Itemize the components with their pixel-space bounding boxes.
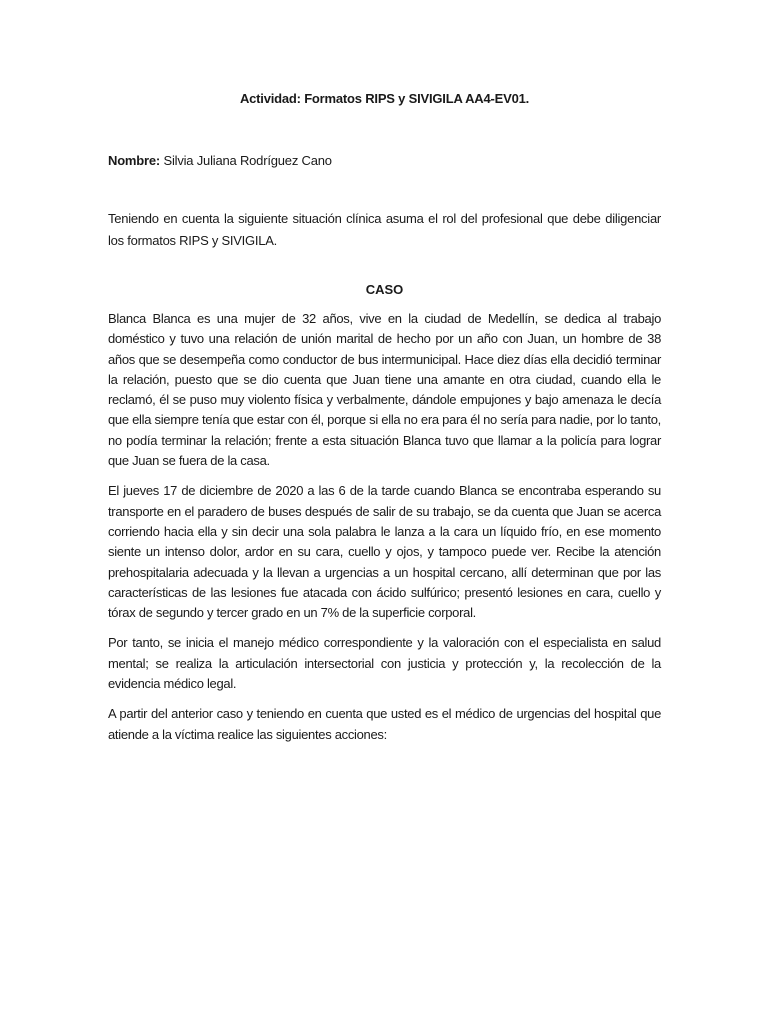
document-title: Actividad: Formatos RIPS y SIVIGILA AA4-EV01. (239, 91, 530, 106)
intro-paragraph: Teniendo en cuenta la siguiente situación clínica asuma el rol del profesional que debe diligenciar los formatos RIPS y SIVIGILA. (108, 211, 661, 248)
student-name-line (108, 150, 661, 172)
case-paragraph-3: Por tanto, se inicia el manejo médico correspondiente y la valoración con el especialista en salud mental; se realiza la articulación intersectorial con justicia y protección y, la recolección de la evidencia médico legal. (108, 635, 661, 692)
case-paragraph-1: Blanca Blanca es una mujer de 32 años, vive en la ciudad de Medellín, se dedica al trabajo doméstico y tuvo una relación de unión marital de hecho por un año con Juan, un hombre de 38 años que se desempeña como conductor de bus intermunicipal. Hace diez días ella decidió terminar la relación, puesto que se dio cuenta que Juan tiene una amante en otra ciudad, cuando ella le reclamó, él se puso muy violento física y verbalmente, dándole empujones y bajo amenaza le decía que ella siempre tenía que estar con él, porque si ella no era para él no sería para nadie, por lo tanto, no podía terminar la relación; frente a esta situación Blanca tuvo que llamar a la policía para lograr que Juan se fuera de la casa. (108, 311, 661, 469)
case-paragraph-4: A partir del anterior caso y teniendo en cuenta que usted es el médico de urgencias del hospital que atiende a la víctima realice las siguientes acciones: (108, 706, 661, 742)
case-heading: CASO (365, 282, 404, 297)
name-label: Nombre: (108, 153, 161, 168)
name-value: Silvia Juliana Rodríguez Cano (160, 153, 332, 168)
case-paragraph-2: El jueves 17 de diciembre de 2020 a las 6 de la tarde cuando Blanca se encontraba esperando su transporte en el paradero de buses después de salir de su trabajo, se da cuenta que Juan se acerca corriendo hacia ella y sin decir una sola palabra le lanza a la cara un líquido frío, en ese momento siente un intenso dolor, ardor en su cara, cuello y ojos, y tampoco puede ver. Recibe la atención prehospitalaria adecuada y la llevan a urgencias a un hospital cercano, allí determinan que por las características de las lesiones fue atacada con ácido sulfúrico; presentó lesiones en cara, cuello y tórax de segundo y tercer grado en un 7% de la superficie corporal. (108, 483, 661, 621)
